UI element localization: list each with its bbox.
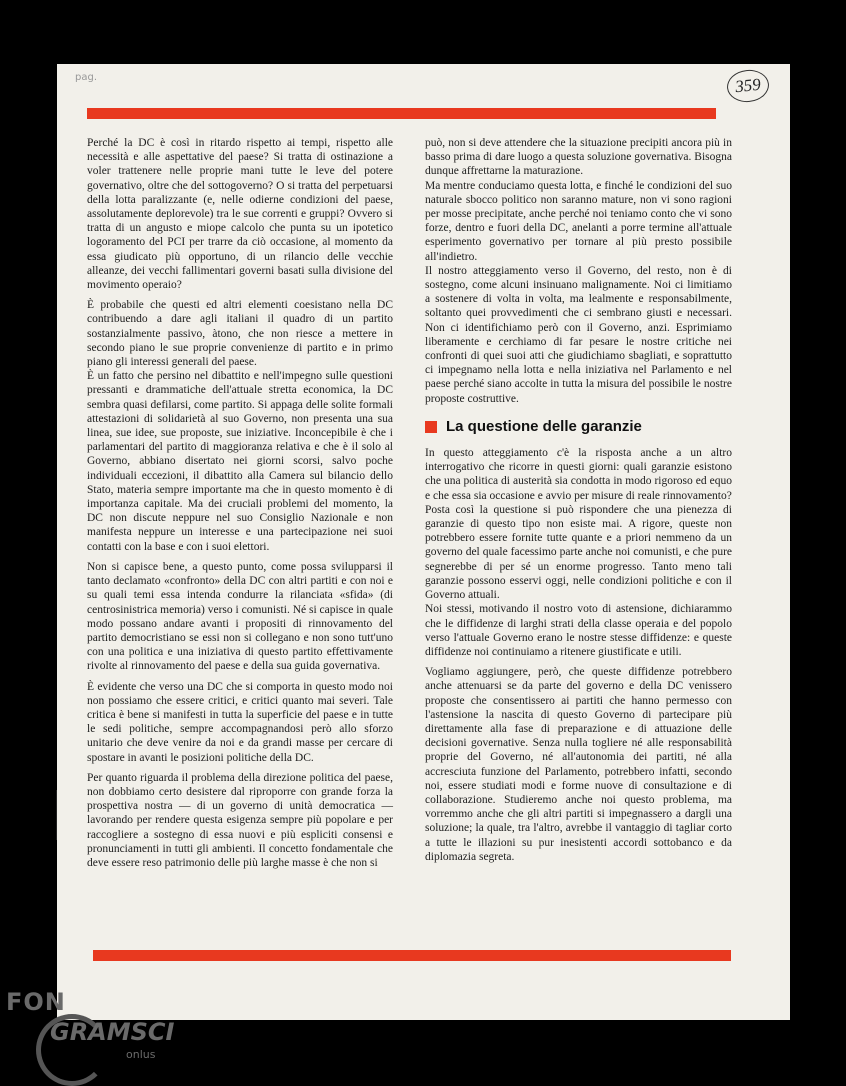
watermark-onlus: onlus: [126, 1048, 156, 1061]
right-column: [425, 136, 732, 864]
paragraph: È evidente che verso una DC che si comporta in questo modo noi non possiamo che essere critici, e critici quanto mai severi. Tale critica è bene si manifesti in tutta la superficie del paese e in tutte le sedi politiche, sempre accompagnandosi però allo sforzo unitario che deve venire da noi e da grandi masse per cercare di spostare in avanti le posizioni politiche della DC.: [87, 680, 393, 764]
watermark-logo: [6, 988, 175, 1061]
section-heading: [425, 417, 732, 435]
paragraph: È un fatto che persino nel dibattito e nell'impegno sulle questioni pressanti e drammatiche dell'attuale stretta economica, la DC sembra quasi defilarsi, come partito. Si appaga delle solite formali attestazioni di solidarietà al suo Governo, non presenta una sua linea, sue idee, sue proposte, sue iniziative. Inconcepibile è che i parlamentari del partito di maggioranza relativa e che è il solo al Governo, abbiano disertato nei giorni scorsi, salvo poche individuali eccezioni, il dibattito alla Camera sul bilancio dello Stato, materia sempre importante ma che in questo momento è di importanza capitale. Ma dei cruciali problemi del momento, la DC non discute neppure nel suo Consiglio Nazionale e non manifesta neppure un interesse e una partecipazione nei suoi contatti con la base e con i suoi elettori.: [87, 370, 393, 553]
page-scribble: pag.: [75, 72, 98, 83]
paragraph: Noi stessi, motivando il nostro voto di astensione, dichiarammo che le diffidenze di larghi strati della classe operaia e del popolo verso l'attuale Governo erano le nostre stesse diffidenze: e queste diffidenze noi continuiamo a ritenere giustificate e utili.: [425, 603, 732, 658]
watermark-gramsci: GRAMSCI: [50, 1018, 175, 1046]
document-page: [57, 64, 790, 1020]
paragraph: Ma mentre conduciamo questa lotta, e finché le condizioni del suo naturale sbocco politico non saranno mature, non vi sono ragioni per mosse precipitate, anche perché noi teniamo conto che vi sono forze, dentro e fuori della DC, anelanti a porre termine all'attuale esperimento governativo per tornare al più presto possibile all'indietro.: [425, 179, 732, 263]
paragraph: Vogliamo aggiungere, però, che queste diffidenze potrebbero anche attenuarsi se da parte del governo e della DC venissero proposte che consentissero ai partiti che hanno permesso con l'astensione la nascita di questo Governo di partecipare più direttamente alla fase di preparazione e di attuazione delle decisioni governative. Senza nulla togliere né alle responsabilità proprie del Governo, né all'autonomia dei partiti, né alla accresciuta funzione del Parlamento, potrebbero infatti, secondo noi, essere studiati modi e forme nuove di consultazione e di collaborazione. Studieremo anche noi questo problema, ma vorremmo anche che gli altri partiti si impegnassero a dargli una soluzione; la quale, tra l'altro, avrebbe il vantaggio di tagliar corto a tutte le illazioni su pur inesistenti accordi sottobanco e da diplomazia segreta.: [425, 666, 732, 863]
paragraph: Posta così la questione si può rispondere che una pienezza di garanzie di questo tipo non esiste mai. A rigore, queste non potrebbero essere fornite tutte quante e a priori nemmeno da un governo del quale facessimo parte anche noi comunisti, e che pure segnerebbe di per sé un enorme progresso. Tanto meno tali garanzie possono esservi oggi, nelle condizioni politiche e con il Governo attuali.: [425, 503, 732, 602]
paragraph: In questo atteggiamento c'è la risposta anche a un altro interrogativo che ricorre in questi giorni: quali garanzie esistono che una politica di austerità sia condotta in modo rigoroso ed equo e che essa sia occasione e avvio per misure di reale rinnovamento?: [425, 447, 732, 502]
watermark-fon: FON: [6, 988, 66, 1016]
paragraph: Non si capisce bene, a questo punto, come possa svilupparsi il tanto declamato «confronto» della DC con altri partiti e con noi e su quali temi essa intenda condurre la rilanciata «sfida» (di centrosinistrica memoria) verso i comunisti. Né si capisce in quale modo possano andare avanti i propositi di rinnovamento del partito democristiano se essi non si collegano e non sono tutt'uno con una politica e una iniziativa di questo partito effettivamente rivolte al rinnovamento del paese e della sua guida governativa.: [87, 560, 393, 673]
left-column: [87, 136, 393, 870]
top-red-rule: [87, 108, 716, 119]
bottom-red-rule: [93, 950, 731, 961]
paragraph: Il nostro atteggiamento verso il Governo, del resto, non è di sostegno, come alcuni insinuano malignamente. Noi ci limitiamo a sostenere di volta in volta, ma lealmente e responsabilmente, soltanto quei provvedimenti che ci sembrano giusti e necessari. Non ci identifichiamo però con il Governo, anzi. Esprimiamo liberamente e cerchiamo di far pesare le nostre critiche nei confronti di quei suoi atti che giudichiamo sbagliati, e soprattutto ci impegnamo nella lotta e nella iniziativa nel Parlamento e nel paese perché siano accolte in tutta la misura del possibile le nostre proposte costruttive.: [425, 264, 732, 405]
paragraph: Per quanto riguarda il problema della direzione politica del paese, non dobbiamo certo desistere dal riproporre con grande forza la prospettiva nostra — di un governo di unità democratica — lavorando per rendere questa esigenza sempre più popolare e per raccogliere a sostegno di essa nuovi e più espliciti consensi e pronunciamenti in tutti gli ambienti. Il concetto fondamentale che deve essere reso patrimonio delle più larghe masse è che non si: [87, 771, 393, 869]
heading-square-icon: [425, 421, 437, 433]
section-heading-text: La questione delle garanzie: [446, 417, 642, 435]
page-number: 359: [725, 68, 770, 104]
paragraph: È probabile che questi ed altri elementi coesistano nella DC contribuendo a dare agli italiani il quadro di un partito sostanzialmente passivo, àtono, che non riesce a mettere in secondo piano le sue proprie convenienze di partito e in primo piano gli interessi generali del paese.: [87, 299, 393, 369]
paragraph: Perché la DC è così in ritardo rispetto ai tempi, rispetto alle necessità e alle aspettative del paese? Si tratta di ostinazione a voler trattenere nelle proprie mani tutte le leve del potere governativo, oltre che del sottogoverno? O si tratta del perpetuarsi della lotta paralizzante (e, nelle odierne condizioni del paese, assolutamente deplorevole) tra le sue correnti e gruppi? Ovvero si tratta di un angusto e miope calcolo che punta su un ipotetico logoramento del PCI per trarre da ciò occasione, al momento da essa giudicato più opportuno, di un rilancio delle vecchie alleanze, dei vecchi fallimentari governi basati sulla divisione del movimento operaio?: [87, 137, 393, 292]
margin-mark: [56, 790, 63, 840]
paragraph: può, non si deve attendere che la situazione precipiti ancora più in basso prima di dare luogo a questa soluzione governativa. Bisogna dunque affrettarne la maturazione.: [425, 137, 732, 178]
